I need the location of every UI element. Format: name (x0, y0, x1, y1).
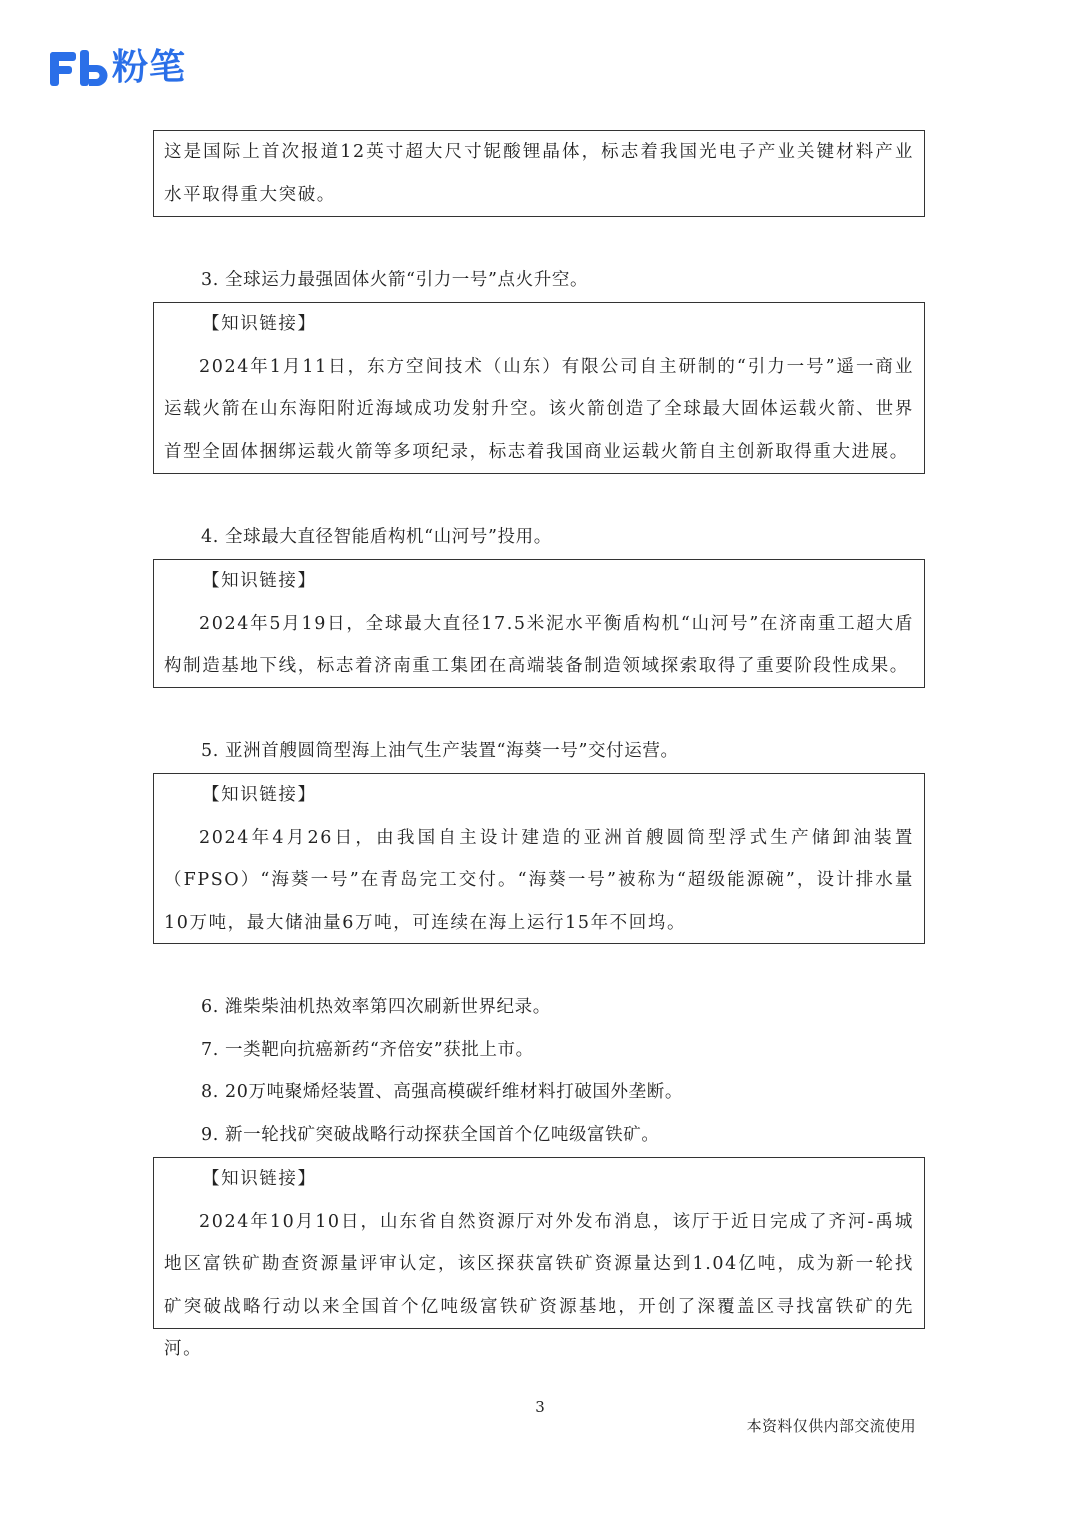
item-5-heading: 5. 亚洲首艘圆筒型海上油气生产装置“海葵一号”交付运营。 (201, 741, 679, 761)
footer-note: 本资料仅供内部交流使用 (746, 1417, 916, 1435)
knowledge-link-label: 【知识链接】 (202, 1169, 317, 1189)
knowledge-box-item-4 (153, 559, 925, 688)
knowledge-link-paragraph: 2024年5月19日，全球最大直径17.5米泥水平衡盾构机“山河号”在济南重工超大盾构制造基地下线，标志着济南重工集团在高端装备制造领域探索取得了重要阶段性成果。 (164, 613, 914, 676)
item-4-heading: 4. 全球最大直径智能盾构机“山河号”投用。 (201, 527, 552, 547)
knowledge-box-continuation (153, 130, 925, 217)
page-number: 3 (535, 1398, 545, 1416)
knowledge-link-paragraph: 2024年1月11日，东方空间技术（山东）有限公司自主研制的“引力一号”遥一商业运载火箭在山东海阳附近海域成功发射升空。该火箭创造了全球最大固体运载火箭、世界首型全固体捆绑运载火箭等多项纪录，标志着我国商业运载火箭自主创新取得重大进展。 (164, 356, 914, 462)
knowledge-box-item-5 (153, 773, 925, 944)
item-9-heading: 9. 新一轮找矿突破战略行动探获全国首个亿吨级富铁矿。 (201, 1125, 660, 1145)
logo-text: 粉笔 (112, 47, 187, 88)
item-7-heading: 7. 一类靶向抗癌新药“齐倍安”获批上市。 (201, 1040, 534, 1060)
knowledge-link-label: 【知识链接】 (202, 314, 317, 334)
knowledge-link-paragraph: 2024年4月26日，由我国自主设计建造的亚洲首艘圆筒型浮式生产储卸油装置（FPSO）“海葵一号”在青岛完工交付。“海葵一号”被称为“超级能源碗”，设计排水量10万吨，最大储油量6万吨，可连续在海上运行15年不回坞。 (164, 827, 914, 933)
brand-logo (48, 46, 186, 90)
box-paragraph: 这是国际上首次报道12英寸超大尺寸铌酸锂晶体，标志着我国光电子产业关键材料产业水平取得重大突破。 (164, 142, 914, 205)
knowledge-link-label: 【知识链接】 (202, 785, 317, 805)
fb-logo-icon (48, 48, 110, 88)
knowledge-link-label: 【知识链接】 (202, 571, 317, 591)
item-8-heading: 8. 20万吨聚烯烃装置、高强高模碳纤维材料打破国外垄断。 (201, 1082, 683, 1102)
knowledge-box-item-3 (153, 302, 925, 474)
knowledge-link-paragraph: 2024年10月10日，山东省自然资源厅对外发布消息，该厅于近日完成了齐河-禹城地区富铁矿勘查资源量评审认定，该区探获富铁矿资源量达到1.04亿吨，成为新一轮找矿突破战略行动以来全国首个亿吨级富铁矿资源基地，开创了深覆盖区寻找富铁矿的先河。 (164, 1211, 914, 1359)
item-3-heading: 3. 全球运力最强固体火箭“引力一号”点火升空。 (201, 270, 589, 290)
knowledge-box-item-9 (153, 1157, 925, 1359)
item-6-heading: 6. 潍柴柴油机热效率第四次刷新世界纪录。 (201, 997, 551, 1017)
